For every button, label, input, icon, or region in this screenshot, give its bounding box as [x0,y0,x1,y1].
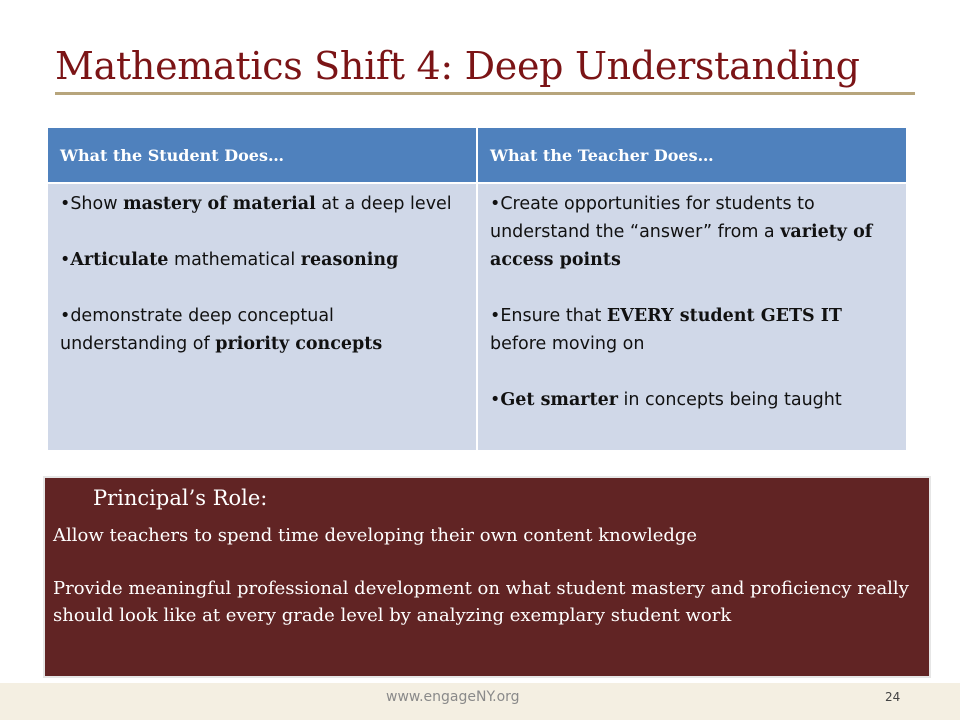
teacher-cell [477,183,907,451]
student-column-header: What the Student Does… [47,127,477,183]
student-bullet-demonstrate: •demonstrate deep conceptual understanding of priority concepts [60,306,383,354]
slide-title: Mathematics Shift 4: Deep Understanding [55,44,860,88]
principal-role-box [43,476,931,678]
title-underline [55,92,915,95]
student-cell [47,183,477,451]
teacher-bullet-opportunities: •Create opportunities for students to understand the “answer” from a variety of access points [490,194,873,270]
student-bullet-articulate: •Articulate mathematical reasoning [60,250,399,270]
principal-role-paragraph: Allow teachers to spend time developing their own content knowledge [53,525,698,546]
table-row [47,183,907,451]
principal-role-paragraph: Provide meaningful professional development on what student mastery and proficiency really should look like at every grade level by analyzing exemplary student work [53,578,909,626]
comparison-table [46,126,908,452]
teacher-column-header: What the Teacher Does… [477,127,907,183]
teacher-bullet-every-student: •Ensure that EVERY student GETS IT before moving on [490,306,842,354]
table-header-row [47,127,907,183]
teacher-bullet-get-smarter: •Get smarter in concepts being taught [490,390,842,410]
principal-role-heading: Principal’s Role: [93,486,268,510]
student-bullet-mastery: •Show mastery of material at a deep level [60,194,452,214]
page-number: 24 [885,690,901,704]
footer-url: www.engageNY.org [386,689,520,705]
